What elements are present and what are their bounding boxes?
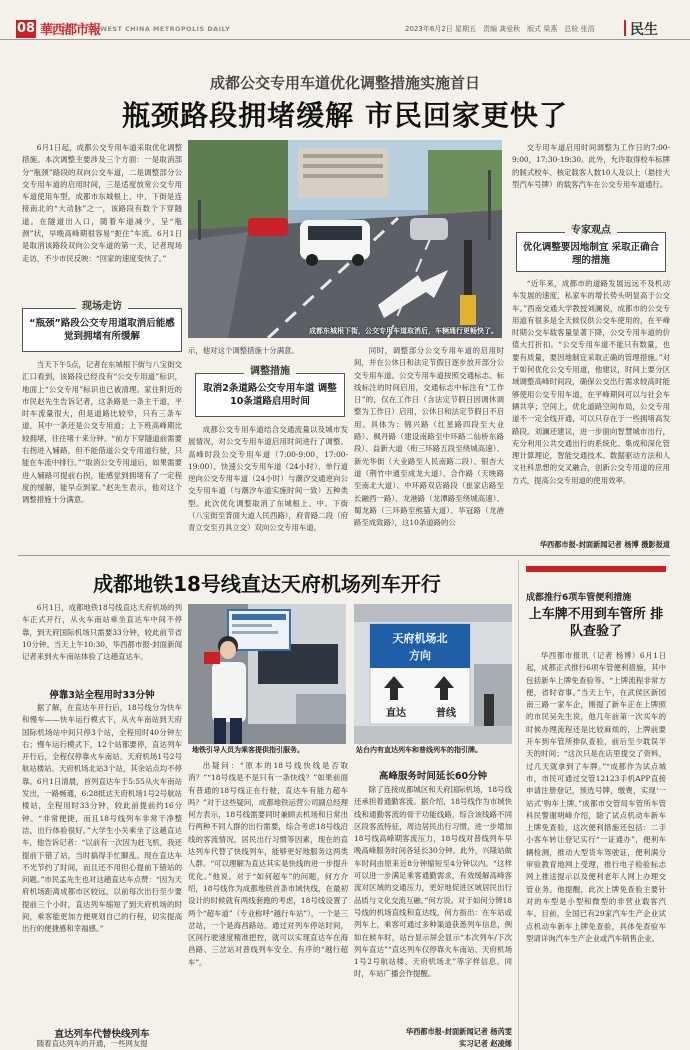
story3-body: 华西都市报讯（记者 杨博）6月1日起，成都正式推行6项车管便利措施，其中包括新车上牌免查验等。“上牌流程非常方便，省时省事。”当天上午，在武侯区新园南三路一家车企，刚提了新车正在上牌照的市民吴先生说，他几年前第一次买车的时候办理流程还是比较麻烦的，上牌前要开车到车管所排队查验，前后至少耽误半天的时间；“这次只是在店里提交了资料，过几天就拿到了车牌。”“成都作为试点城市，市民可通过交管12123手机APP直接申请注册登记，预选号牌，缴费，实现‘一站式’购车上牌。”成都市交管局车管所车管科民警谢明峰介绍，除了试点机动车新车上牌免查验，这次便利措施还包括：二手小客车转让登记实行“一证通办”，便利车辆检测，推动大型货车驾驶证，便利满分审验教育地网上受理，推行电子检验标志网上推送提示以及便利老年人网上办理交管业务。他提醒，此次上牌免查验主要针对的车型是小型和微型的非营业载客汽车。目前，全国已有29家汽车生产企业试点机动车新车上牌免查验，具体免查验车型请详询汽车生产企业或汽车销售企业。 xyxy=(526,651,666,943)
road-photo-caption: 成都东城根下街，公交专用车道取消后，车辆通行更畅快了。 xyxy=(309,327,498,335)
adjustment-tag: 调整措施 xyxy=(244,362,296,377)
sign-right-label: 普线 xyxy=(436,708,456,719)
road-photo xyxy=(188,140,502,338)
field-visit-tag: 现场走访 xyxy=(76,297,128,312)
sidebar-divider xyxy=(518,560,519,1050)
photo1-caption: 地铁引导人员为乘客提供指引服务。 xyxy=(192,746,304,754)
subway-guide-illustration xyxy=(188,604,346,744)
sign-title-2: 方向 xyxy=(409,649,431,662)
story2-credit2: 实习记者 赵凌烯 xyxy=(459,1039,512,1048)
story2-col3: 除了连接成都城区和天府国际机场，18号线还承担着通勤客流。据介绍，18号线作为市域快线和通勤客流的骨干功能线路，综合该线路不同区段客流特征，周边居民出行习惯，进一步增加18号线高峰期客流压力，18号线对普线列车早晚高峰服务时间各延长30分钟。此外，兴隆站做车时间由原来近8分钟缩短至4分钟以内。“这样可以进一步满足乘客通勤需求，有效缓解高峰客流对区域的交通压力，更好地促进区域居民出行品质与文化交流互融。”何方说。对于如何分辨18号线的机场直线和直达线，何方指出：在车站或列车上，乘客可通过多种渠道获悉列车信息，例如在候车时，站台显示屏会显示“本次列车/下次列车直达”“直达列车仅停靠火车南站、天府机场1号2号航站楼、天府机场北”等字样信息。同时，车站广播会作提醒。 xyxy=(354,785,512,979)
field-visit-head: “瓶颈”路段公交专用道取消后能感觉到拥堵有所缓解 xyxy=(29,318,175,342)
story1-credit: 华西都市报-封面新闻记者 杨博 摄影报道 xyxy=(539,540,670,549)
story2-sub1: 停靠3站全程用时33分钟 xyxy=(49,690,155,701)
story1-col3: 同时，调整部分公交专用车道的启用时间，并在公休日和法定节假日逐步放开部分公交专用车道。公交专用车道按照交通标志、标线标注的时间启用，交通标志中标注有“工作日”的，仅在工作日（含法定节假日因调休调整为工作日）启用，公休日和法定节假日不启用。具体为：锦兴路（红星路四段至大业路）、枫丹路（建设南路至中环路二仙桥东路段）、益新大道（衔三环路五段至绕城高速）、新光华街（大业路至人民南路二段）、银杏大道（荆竹中通至成龙大道）、合作路（天映路至南北大道）、中环路双店路段（崔家店路至长融西一路）、龙港路（龙潭路至绕城高速）、蜀龙路（三环路至熊猫大道）、华冠路（龙港路至成致路），这10条道路的公 xyxy=(354,346,504,528)
story2-col1c: 随着直达列车的开通，一些网友提 xyxy=(36,1039,148,1048)
date-line: 2023年6月2日 星期五 责编 龚爱秋 版式 梁燕 总检 张浩 xyxy=(405,25,595,33)
story3-title: 上车牌不用到车管所 排队查验了 xyxy=(528,607,664,639)
road-photo-illustration xyxy=(188,140,502,338)
adjustment-box xyxy=(195,366,345,421)
sign-left-label: 直达 xyxy=(386,708,406,719)
section-name: 民生 xyxy=(630,22,658,38)
section-bar xyxy=(624,20,626,36)
story2-sub3: 高峰服务时间延长60分钟 xyxy=(378,771,488,782)
page-number: 08 xyxy=(16,21,36,36)
platform-sign-illustration xyxy=(354,604,512,744)
story1-col2: 成都公交专用车道结合交通流量以及城市发展情况，对公交专用车道启用时间进行了调整。高峰时段公交专用车道（7:00-9:00，17:00-19:00）、快速公交专用车道（24小时）、单行道逆向公交专用车道（24小时）与潮汐交通逆向公交专用车道（与潮汐车道实施时间一致）五种类型。此次优化调整取消了东城根上、中、下街（八宝街至背面大道人民西路），府青路二段（府青立交至刃具立交）双向公交专用车道。 xyxy=(188,425,348,533)
story2-col1b: 据了解，在直达车开行后，18号线分为快车和慢车——快车运行模式下，从火车南站到天府国际机场站中间只停3个站，全程用时40分钟左右；慢车运行模式下，12个站都要停，直达列车开行后，全程仅停靠火车南站、天府机场1号2号航站楼站、天府机场北站3个站，其余站点均不停靠。6月1日清晨，首列直达车于5:55从火车南站发出，一路畅通，6:28抵达天府机场1号2号航站楼站，全程用时33分钟，较此前提前约16分钟。“非常便捷，而且18号线列车非常干净整洁，出行体验很好。”大学生小关乘坐了这趟直达车，他告诉记者：“以前有一次因为赶飞机，我还提前下错了站，当时搞得手忙脚乱。现在直达车不光节约了时间，而且还不用担心提前下错站的问题。”市民孟先生也对这趟直达车点赞：“因为天府机场距离成都市区较远，以前每次出行至少要提前三个小时，直达列车缩短了到天府机场的时间，乘客能更加方便规划自己的行程，切实提高出行的便捷感和幸福感。” xyxy=(22,703,182,934)
adjustment-head: 取消2条道路公交专用车道 调整10条道路启用时间 xyxy=(203,383,337,407)
field-visit-box xyxy=(22,301,182,356)
story2-col2: 出疑问：“原本的18号线快线是否取消？”“18号线是不是只有一条快线？”如果前面有普通的18号线正在行驶，直达车有能力超车吗？”对于这些疑问，成都地铁运营公司副总经理何方表示，18号线需要同时兼顾去机场和日常出行两种不同人群的出行需要，综合考虑18号线沿线的客流情况，居民出行习惯等因素，现在的直达列车代替了快线列车，能够更好地服务这两类人群。“可以理解为直达其实是快线的进一步提升优化。”他说。对于“如何超车”的问题，何方介绍，18号线作为成都地铁首条市域快线，在最初设计的时候就有两线套跑的考虑，18号线设置了两个“超车道”（专业称呼“越行车站”），一个是三岔站，一个是海昌路站。通过对列车停站时间，区间行驶速度精准把控，就可以实现直达车在海昌路、三岔站对普线列车安全、有序的“越行超车”。 xyxy=(188,761,348,967)
story1-col1b: 当天下午5点，记者在东城根下街与八宝街交汇口看到，该路段已经没有“公交专用道”标识，地面上“公交专用”标识也已被清理。家住附近的市民赵先生告诉记者，这条路是一条主干道，平时车流量很大，但是道路比较窄，只有三条车道，其中一条还是公交专用道；上下班高峰期比较拥堵，往往堵十来分钟。“前方下穿隧道前需要右拐进入辅路，但不能借道公交专用道行驶，只能在车流中排行。”“取消公交专用道后，如果需要进入辅路可提前右拐，能感觉到拥堵有了一定程度的缓解，能早点到家。”赵先生表示，他对这个调整措施十分满意。 xyxy=(22,360,182,505)
sign-title-1: 天府机场北 xyxy=(392,632,448,645)
story2-lead: 6月1日，成都地铁18号线直达天府机场的列车正式开行，从火车南站乘坐直达车中间不停靠，到天府国际机场只需要33分钟，较此前节省10分钟。当天上午10:30，华西都市报·封面新闻记者来到火车南站体验了这趟直达车。 xyxy=(22,603,182,662)
sidebar-accent xyxy=(526,566,666,572)
page-header xyxy=(0,0,690,40)
expert-tag: 专家观点 xyxy=(565,221,617,236)
expert-box xyxy=(516,225,666,276)
story1-title: 瓶颈路段拥堵缓解 市民回家更快了 xyxy=(122,99,568,132)
story3-kicker: 成都推行6项车管便利措施 xyxy=(526,593,632,603)
section-divider xyxy=(18,555,670,556)
story1-subtitle: 成都公交专用车道优化调整措施实施首日 xyxy=(209,74,480,92)
photo2-caption: 站台内有直达列车和普线列车的指引牌。 xyxy=(356,746,482,754)
subway-guide-photo xyxy=(188,604,346,744)
story1-lead: 6月1日起，成都公交专用车道采取优化调整措施。本次调整主要涉及三个方面：一是取消部分“瓶颈”路段的双向公交车道，二是调整部分公交专用车道的启用时间，三是适度放宽公交专用车道使用车型。成都市东城根上、中、下街是连接南北的“大动脉”之一，该路段有数个下穿隧道。在隧道出入口，随着车道减少，呈“瓶颈”状，早晚高峰期很容易“扼住”车流。6月1日是取消该路段双向公交车道的第一天，记者现场走访，不少市民反映：“回家的速度变快了。” xyxy=(22,143,182,263)
expert-head: 优化调整要因地制宜 采取正确合理的措施 xyxy=(522,242,660,266)
newspaper-logo: 華西都市報 xyxy=(40,23,101,38)
story1-col4b: “近年来，成都市的道路发展远远不及机动车发展的速度，私家车的增长势头明显高于公交车。”西南交通大学教授刘澜说，成都市的公交专用道有很多是全天候仅供公交车使用的，在平峰时期公交车载客量显著下降，公交专用车道的价值大打折扣。“公交专用车道不能只有数量，也要有质量，要因地制宜采取正确的管理措施。”对于如何优化公交专用道，他建议，时间上要分区域调整高峰时间段，确保公交出行需求较高时能够使用公交专用车道，在平峰期间可以与社会车辆共享；空间上，优化道路空间布局，公交专用道不一定全线开通，可以只存在于一些拥堵高发路段。刘澜还建议，进一步面向智慧城市出行，充分利用公共交通出行的系统化、集成和深化管理计算理论，智能交通技术、数据驱动方法和人文社科思想的交叉融合，创新公交专用道的应用方式，提高公交专用道的使用效率。 xyxy=(512,279,670,485)
story1-col4a: 交专用车道启用时间调整为工作日的7:00-9:00，17:30-19:30。此外，允许取得校车标牌的制式校车、核定载客人数10人及以上（悬挂大型汽车号牌）的载客汽车在公交专用车道通行。 xyxy=(512,143,670,189)
story2-title: 成都地铁18号线直达天府机场列车开行 xyxy=(93,572,441,596)
story2-sub2: 直达列车代替快线列车 xyxy=(54,1029,150,1040)
story2-credit1: 华西都市报-封面新闻记者 杨芮雯 xyxy=(405,1027,512,1036)
platform-sign-photo xyxy=(354,604,512,744)
story1-col1-tail: 示，他对这个调整措施十分满意。 xyxy=(188,346,299,355)
newspaper-logo-en: WEST CHINA METROPOLIS DAILY xyxy=(100,25,231,33)
